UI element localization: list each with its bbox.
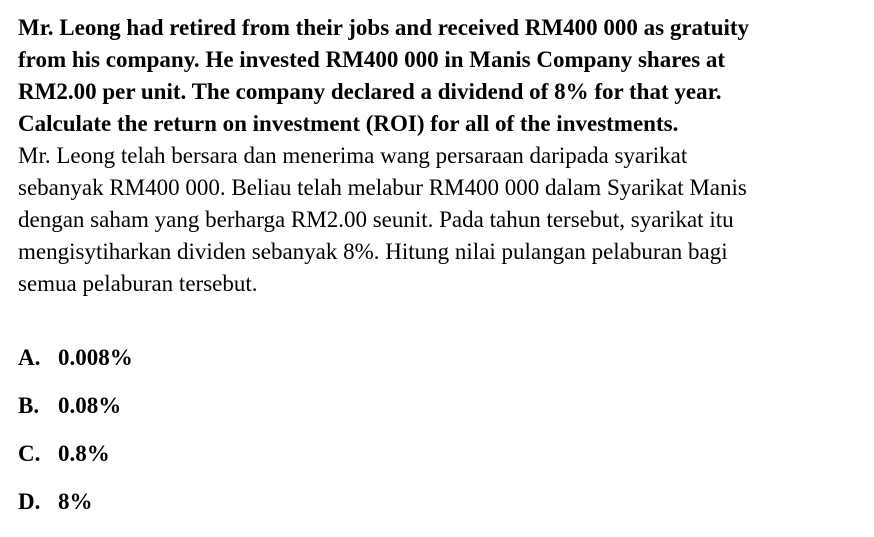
option-c[interactable] <box>18 441 856 489</box>
option-a[interactable] <box>18 345 856 393</box>
option-b[interactable] <box>18 393 856 441</box>
question-ms-line: sebanyak RM400 000. Beliau telah melabur RM400 000 dalam Syarikat Manis <box>18 175 747 200</box>
answer-options <box>18 345 856 537</box>
option-letter: D. <box>18 489 41 514</box>
question-en-line: RM2.00 per unit. The company declared a dividend of 8% for that year. <box>18 79 722 104</box>
question-en-line: from his company. He invested RM400 000 in Manis Company shares at <box>18 47 726 72</box>
option-text: 0.8% <box>58 441 110 466</box>
question-ms-line: dengan saham yang berharga RM2.00 seunit. Pada tahun tersebut, syarikat itu <box>18 207 734 232</box>
option-text: 8% <box>58 489 93 514</box>
question-text-malay <box>18 140 856 300</box>
option-letter: C. <box>18 441 41 466</box>
option-d[interactable] <box>18 489 856 537</box>
question-en-line: Mr. Leong had retired from their jobs and received RM400 000 as gratuity <box>18 15 750 40</box>
option-letter: A. <box>18 345 41 370</box>
question-text-english <box>18 12 856 140</box>
question-ms-line: mengisytiharkan dividen sebanyak 8%. Hitung nilai pulangan pelaburan bagi <box>18 239 728 264</box>
option-text: 0.08% <box>58 393 122 418</box>
question-ms-line: Mr. Leong telah bersara dan menerima wang persaraan daripada syarikat <box>18 143 688 168</box>
question-en-line: Calculate the return on investment (ROI) for all of the investments. <box>18 111 679 136</box>
question-ms-line: semua pelaburan tersebut. <box>18 271 258 296</box>
option-text: 0.008% <box>58 345 133 370</box>
option-letter: B. <box>18 393 40 418</box>
